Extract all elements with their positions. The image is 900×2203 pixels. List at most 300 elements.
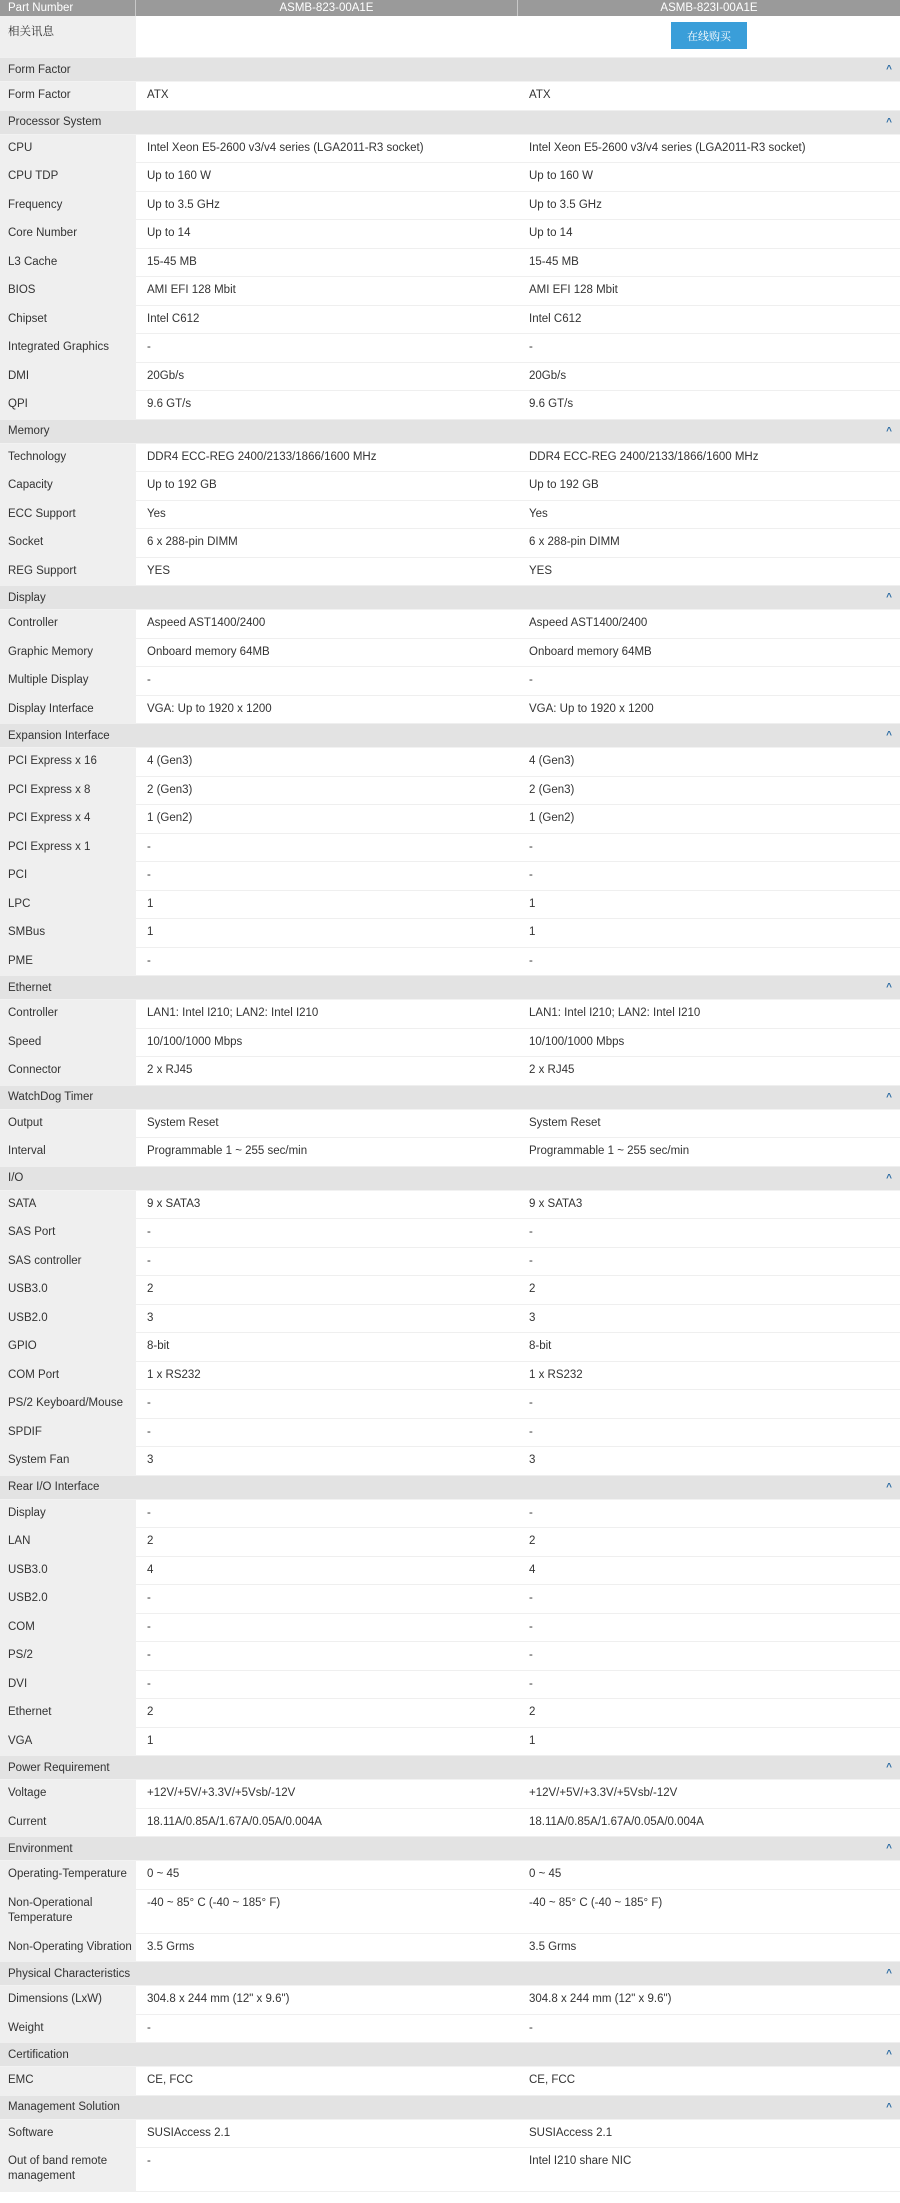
product-2-value: - [529, 1226, 533, 1238]
product-2-value: - [529, 1649, 533, 1661]
spec-row [0, 1500, 900, 1529]
chevron-up-icon[interactable]: ^ [886, 1481, 892, 1493]
product-1-value: - [147, 1677, 151, 1690]
spec-row [0, 1614, 900, 1643]
spec-label: Output [0, 1110, 136, 1138]
chevron-up-icon[interactable]: ^ [886, 116, 892, 128]
product-2-value: 0 ~ 45 [529, 1868, 562, 1880]
section-header-expansion-interface[interactable] [0, 724, 900, 748]
spec-row [0, 1191, 900, 1220]
spec-label: Core Number [0, 220, 136, 248]
product-1-value: Yes [147, 507, 166, 520]
product-2-value: Intel I210 share NIC [529, 2155, 632, 2167]
spec-row [0, 834, 900, 863]
section-title: Expansion Interface [8, 729, 110, 742]
product-2-value: 4 (Gen3) [529, 755, 575, 767]
product-1-value: Up to 160 W [147, 170, 211, 182]
product-2-value: Intel Xeon E5-2600 v3/v4 series (LGA2011-R3 socket) [529, 141, 806, 154]
product-1-value: 2 [147, 1706, 154, 1718]
spec-row [0, 1138, 900, 1167]
spec-row [0, 1699, 900, 1728]
spec-label: Graphic Memory [0, 639, 136, 667]
chevron-up-icon[interactable]: ^ [886, 2101, 892, 2113]
spec-row [0, 1557, 900, 1586]
spec-row [0, 363, 900, 392]
spec-row [0, 2067, 900, 2096]
spec-row [0, 1362, 900, 1391]
spec-label: DMI [0, 363, 136, 391]
spec-row [0, 1890, 900, 1934]
product-2-value: AMI EFI 128 Mbit [529, 284, 618, 296]
spec-label: PME [0, 948, 136, 976]
section-title: Display [8, 591, 46, 604]
product-2-value: 304.8 x 244 mm (12" x 9.6") [529, 1993, 672, 2005]
product-1-value: 20Gb/s [147, 369, 185, 382]
product-2-value: - [529, 1397, 533, 1409]
spec-row [0, 667, 900, 696]
related-info-label: 相关讯息 [0, 16, 136, 57]
spec-row [0, 805, 900, 834]
product-2-value: - [529, 1254, 533, 1267]
section-header-display[interactable] [0, 586, 900, 610]
section-title: Management Solution [8, 2101, 120, 2113]
part-number-label: Part Number [0, 0, 136, 16]
product-2-value: Up to 160 W [529, 170, 593, 182]
product-2-value: 2 x RJ45 [529, 1064, 575, 1076]
product-1-value: 2 [147, 1535, 154, 1547]
spec-row [0, 1809, 900, 1838]
product-1-value: - [147, 2155, 151, 2167]
product-2-value: 6 x 288-pin DIMM [529, 536, 620, 548]
chevron-up-icon[interactable]: ^ [886, 1968, 892, 1979]
spec-row [0, 696, 900, 725]
product-2-value: 1 [529, 926, 536, 938]
spec-row [0, 192, 900, 221]
section-header-ethernet[interactable] [0, 976, 900, 1000]
spec-label: USB2.0 [0, 1585, 136, 1613]
spec-label: LAN [0, 1528, 136, 1556]
section-title: WatchDog Timer [8, 1091, 94, 1103]
product-1-value: 8-bit [147, 1340, 170, 1352]
product-1-value: 1 [147, 897, 154, 910]
product-2-value: 1 x RS232 [529, 1368, 583, 1381]
spec-row [0, 862, 900, 891]
spec-row [0, 1585, 900, 1614]
spec-row [0, 891, 900, 920]
spec-row [0, 444, 900, 473]
section-header-environment[interactable] [0, 1837, 900, 1861]
product-1-value: - [147, 1506, 151, 1519]
spec-row [0, 1248, 900, 1277]
spec-label: Technology [0, 444, 136, 472]
product-1-value: SUSIAccess 2.1 [147, 2126, 231, 2139]
product-1-value: Intel Xeon E5-2600 v3/v4 series (LGA2011-R3 socket) [147, 141, 424, 154]
spec-label: COM Port [0, 1362, 136, 1390]
product-1-value: - [147, 1592, 151, 1604]
spec-label: CPU TDP [0, 163, 136, 191]
spec-label: Controller [0, 610, 136, 638]
product-1-value: 15-45 MB [147, 255, 197, 268]
spec-row [0, 948, 900, 977]
spec-row [0, 1419, 900, 1448]
spec-label: DVI [0, 1671, 136, 1699]
spec-row [0, 529, 900, 558]
product-1-value: Up to 192 GB [147, 479, 217, 491]
chevron-up-icon[interactable]: ^ [886, 425, 892, 437]
spec-row [0, 391, 900, 420]
spec-label: Current [0, 1809, 136, 1837]
product-2-value: - [529, 840, 533, 853]
spec-row [0, 1642, 900, 1671]
spec-label: L3 Cache [0, 249, 136, 277]
chevron-up-icon[interactable]: ^ [886, 730, 892, 741]
product-2-value: 1 [529, 1734, 536, 1747]
section-title: I/O [8, 1172, 24, 1184]
spec-label: Speed [0, 1029, 136, 1057]
chevron-up-icon[interactable]: ^ [886, 592, 892, 603]
product-2-value: Yes [529, 507, 548, 520]
product-1-value: 1 (Gen2) [147, 812, 193, 824]
spec-row [0, 2148, 900, 2192]
product-2-value: 9 x SATA3 [529, 1197, 583, 1210]
section-header-processor-system[interactable] [0, 111, 900, 135]
spec-label: SATA [0, 1191, 136, 1219]
product-2-value: - [529, 1425, 533, 1438]
product-1-value: - [147, 954, 151, 967]
product-2-value: 8-bit [529, 1340, 552, 1352]
product-2-value: 9.6 GT/s [529, 398, 574, 410]
spec-label: Non-Operational Temperature [0, 1890, 136, 1933]
spec-row [0, 135, 900, 164]
product-2-value: 15-45 MB [529, 255, 579, 268]
product-1-value: 2 x RJ45 [147, 1064, 193, 1076]
spec-label: Out of band remote management [0, 2148, 136, 2191]
section-header-rear-i-o-interface[interactable] [0, 1476, 900, 1500]
spec-row [0, 220, 900, 249]
product-2-value: Intel C612 [529, 312, 582, 325]
section-title: Power Requirement [8, 1761, 110, 1774]
product-2-value: 1 [529, 897, 536, 910]
product-2-value: - [529, 954, 533, 967]
product-1-value: Up to 3.5 GHz [147, 198, 220, 211]
product-2-value: 18.11A/0.85A/1.67A/0.05A/0.004A [529, 1815, 704, 1828]
product-1-value: YES [147, 564, 171, 577]
product-1-value: Onboard memory 64MB [147, 645, 270, 658]
spec-label: PCI Express x 16 [0, 748, 136, 776]
product-1-value: - [147, 1254, 151, 1267]
product-2-value: SUSIAccess 2.1 [529, 2126, 613, 2139]
product-1-value: 1 x RS232 [147, 1368, 201, 1381]
product-1-value: 3 [147, 1311, 154, 1324]
spec-label: REG Support [0, 558, 136, 586]
product-1-value: 9.6 GT/s [147, 398, 192, 410]
spec-label: Form Factor [0, 82, 136, 110]
spec-row [0, 501, 900, 530]
section-title: Rear I/O Interface [8, 1481, 100, 1493]
spec-row [0, 610, 900, 639]
product-1-value: - [147, 341, 151, 353]
spec-label: Display [0, 1500, 136, 1528]
section-title: Form Factor [8, 63, 71, 76]
product-1-value: - [147, 869, 151, 881]
product-1-value: Intel C612 [147, 312, 200, 325]
product-2-value: - [529, 341, 533, 353]
product-2-value: - [529, 869, 533, 881]
spec-row [0, 1780, 900, 1809]
product-2-value: 2 [529, 1535, 536, 1547]
spec-label: SMBus [0, 919, 136, 947]
section-header-watchdog-timer[interactable] [0, 1086, 900, 1110]
section-title: Certification [8, 2048, 69, 2061]
spec-label: Multiple Display [0, 667, 136, 695]
spec-label: Controller [0, 1000, 136, 1028]
spec-row [0, 1219, 900, 1248]
product-1-value: - [147, 1620, 151, 1633]
spec-row [0, 163, 900, 192]
spec-row [0, 2015, 900, 2044]
spec-label: Integrated Graphics [0, 334, 136, 362]
spec-label: Frequency [0, 192, 136, 220]
spec-label: PCI Express x 8 [0, 777, 136, 805]
product-1-value: DDR4 ECC-REG 2400/2133/1866/1600 MHz [147, 450, 377, 463]
product-2-related-info [518, 16, 900, 57]
spec-row [0, 472, 900, 501]
product-2-value: 3 [529, 1311, 536, 1324]
section-header-form-factor[interactable] [0, 58, 900, 82]
spec-row [0, 334, 900, 363]
related-info-row [0, 16, 900, 58]
product-2-value: +12V/+5V/+3.3V/+5Vsb/-12V [529, 1787, 678, 1799]
spec-row [0, 558, 900, 587]
product-2-value: -40 ~ 85° C (-40 ~ 185° F) [529, 1896, 663, 1909]
spec-row [0, 1390, 900, 1419]
product-1-value: 9 x SATA3 [147, 1197, 201, 1210]
product-1-value: 1 [147, 1734, 154, 1747]
spec-label: USB3.0 [0, 1276, 136, 1304]
spec-row [0, 249, 900, 278]
product-2-value: CE, FCC [529, 2074, 575, 2086]
product-2-value: 1 (Gen2) [529, 812, 575, 824]
spec-row [0, 1110, 900, 1139]
spec-label: USB2.0 [0, 1305, 136, 1333]
spec-label: SAS Port [0, 1219, 136, 1247]
spec-label: Operating-Temperature [0, 1861, 136, 1889]
product-1-value: 0 ~ 45 [147, 1868, 180, 1880]
spec-label: CPU [0, 135, 136, 163]
product-1-value: - [147, 674, 151, 686]
spec-label: LPC [0, 891, 136, 919]
spec-row [0, 1861, 900, 1890]
section-title: Memory [8, 425, 50, 437]
product-1-value: - [147, 1425, 151, 1438]
spec-label: COM [0, 1614, 136, 1642]
product-2-value: 2 (Gen3) [529, 783, 575, 796]
spec-label: EMC [0, 2067, 136, 2095]
product-1-value: Programmable 1 ~ 255 sec/min [147, 1145, 308, 1157]
product-2-value: - [529, 2021, 533, 2034]
spec-row [0, 1986, 900, 2015]
product-2-value: LAN1: Intel I210; LAN2: Intel I210 [529, 1007, 701, 1019]
spec-row [0, 1000, 900, 1029]
product-2-value: - [529, 1620, 533, 1633]
product-2-value: - [529, 1592, 533, 1604]
product-1-value: +12V/+5V/+3.3V/+5Vsb/-12V [147, 1787, 296, 1799]
product-2-value: 2 [529, 1706, 536, 1718]
product-1-value: 10/100/1000 Mbps [147, 1035, 243, 1048]
product-1-value: CE, FCC [147, 2074, 193, 2086]
product-2-value: 20Gb/s [529, 369, 567, 382]
product-1-value: 2 (Gen3) [147, 783, 193, 796]
product-2-value: 10/100/1000 Mbps [529, 1035, 625, 1048]
spec-row [0, 82, 900, 111]
product-1-value: ATX [147, 89, 169, 101]
spec-label: Voltage [0, 1780, 136, 1808]
product-1-value: Aspeed AST1400/2400 [147, 617, 266, 629]
spec-row [0, 1447, 900, 1476]
spec-row [0, 306, 900, 335]
spec-label: Capacity [0, 472, 136, 500]
spec-label: Connector [0, 1057, 136, 1085]
product-1-related-info [136, 16, 518, 57]
product-1-value: 18.11A/0.85A/1.67A/0.05A/0.004A [147, 1815, 322, 1828]
section-title: Environment [8, 1842, 73, 1855]
product-1-value: - [147, 1226, 151, 1238]
spec-row [0, 919, 900, 948]
product-1-value: 6 x 288-pin DIMM [147, 536, 238, 548]
spec-row [0, 748, 900, 777]
buy-online-button[interactable]: 在线购买 [671, 22, 747, 49]
spec-label: USB3.0 [0, 1557, 136, 1585]
spec-label: Weight [0, 2015, 136, 2043]
spec-label: Chipset [0, 306, 136, 334]
product-1-value: VGA: Up to 1920 x 1200 [147, 702, 272, 715]
product-2-value: Aspeed AST1400/2400 [529, 617, 648, 629]
spec-row [0, 777, 900, 806]
chevron-up-icon[interactable]: ^ [886, 2049, 892, 2060]
product-1-value: Up to 14 [147, 227, 191, 239]
spec-label: SPDIF [0, 1419, 136, 1447]
spec-label: Socket [0, 529, 136, 557]
product-2-value: YES [529, 564, 553, 577]
product-2-value: Onboard memory 64MB [529, 645, 652, 658]
product-1-value: -40 ~ 85° C (-40 ~ 185° F) [147, 1896, 281, 1909]
spec-row [0, 1671, 900, 1700]
product-1-value: 4 [147, 1563, 154, 1576]
spec-label: Interval [0, 1138, 136, 1166]
product-1-value: AMI EFI 128 Mbit [147, 284, 236, 296]
product-2-value: VGA: Up to 1920 x 1200 [529, 702, 654, 715]
section-header-memory[interactable] [0, 420, 900, 444]
spec-label: QPI [0, 391, 136, 419]
product-1-value: - [147, 840, 151, 853]
spec-row [0, 1728, 900, 1757]
product-2-value: System Reset [529, 1116, 601, 1129]
spec-label: System Fan [0, 1447, 136, 1475]
spec-row [0, 1333, 900, 1362]
spec-row [0, 1057, 900, 1086]
product-2-value: 3 [529, 1454, 536, 1466]
spec-label: PCI Express x 4 [0, 805, 136, 833]
spec-row [0, 639, 900, 668]
section-title: Processor System [8, 116, 102, 128]
product-1-value: 304.8 x 244 mm (12" x 9.6") [147, 1993, 290, 2005]
chevron-up-icon[interactable]: ^ [886, 982, 892, 993]
product-1-value: LAN1: Intel I210; LAN2: Intel I210 [147, 1007, 319, 1019]
spec-sections [0, 58, 900, 2192]
product-2-value: DDR4 ECC-REG 2400/2133/1866/1600 MHz [529, 450, 759, 463]
section-header-i-o[interactable] [0, 1167, 900, 1191]
product-1-value: 3.5 Grms [147, 1940, 195, 1953]
product-2-value: - [529, 1677, 533, 1690]
product-2-value: ATX [529, 89, 551, 101]
spec-row [0, 1528, 900, 1557]
spec-row [0, 1305, 900, 1334]
spec-label: Software [0, 2120, 136, 2148]
product-1-value: - [147, 2021, 151, 2034]
product-1-value: 1 [147, 926, 154, 938]
section-title: Ethernet [8, 981, 52, 994]
section-header-physical-characteristics[interactable] [0, 1962, 900, 1986]
product-2-value: 2 [529, 1283, 536, 1295]
section-header-certification[interactable] [0, 2043, 900, 2067]
chevron-up-icon[interactable]: ^ [886, 1091, 892, 1103]
product-1-value: - [147, 1397, 151, 1409]
spec-label: PS/2 Keyboard/Mouse [0, 1390, 136, 1418]
spec-label: PCI Express x 1 [0, 834, 136, 862]
product-2-value: 3.5 Grms [529, 1940, 577, 1953]
product-2-value: 4 [529, 1563, 536, 1576]
spec-row [0, 1029, 900, 1058]
product-2-value: - [529, 1506, 533, 1519]
chevron-up-icon[interactable]: ^ [886, 64, 892, 75]
section-header-management-solution[interactable] [0, 2096, 900, 2120]
spec-row [0, 1276, 900, 1305]
chevron-up-icon[interactable]: ^ [886, 1172, 892, 1184]
spec-row [0, 2120, 900, 2149]
product-2-value: Up to 3.5 GHz [529, 198, 602, 211]
spec-label: VGA [0, 1728, 136, 1756]
spec-label: PS/2 [0, 1642, 136, 1670]
section-header-power-requirement[interactable] [0, 1756, 900, 1780]
product-1-value: 3 [147, 1454, 154, 1466]
product-2-value: - [529, 674, 533, 686]
product-2-value: Programmable 1 ~ 255 sec/min [529, 1145, 690, 1157]
spec-label: ECC Support [0, 501, 136, 529]
product-1-part-number: ASMB-823-00A1E [136, 0, 518, 16]
chevron-up-icon[interactable]: ^ [886, 1843, 892, 1854]
spec-label: GPIO [0, 1333, 136, 1361]
section-title: Physical Characteristics [8, 1967, 131, 1980]
chevron-up-icon[interactable]: ^ [886, 1762, 892, 1773]
product-2-part-number: ASMB-823I-00A1E [660, 2, 758, 14]
spec-label: PCI [0, 862, 136, 890]
spec-label: Non-Operating Vibration [0, 1934, 136, 1962]
spec-label: Display Interface [0, 696, 136, 724]
spec-label: BIOS [0, 277, 136, 305]
product-2-value: Up to 14 [529, 227, 573, 239]
product-1-value: System Reset [147, 1116, 219, 1129]
spec-label: Ethernet [0, 1699, 136, 1727]
product-1-value: 2 [147, 1283, 154, 1295]
table-header [0, 0, 900, 16]
spec-label: SAS controller [0, 1248, 136, 1276]
product-2-value: Up to 192 GB [529, 479, 599, 491]
spec-row [0, 277, 900, 306]
product-1-value: 4 (Gen3) [147, 755, 193, 767]
spec-label: Dimensions (LxW) [0, 1986, 136, 2014]
product-1-value: - [147, 1649, 151, 1661]
spec-row [0, 1934, 900, 1963]
